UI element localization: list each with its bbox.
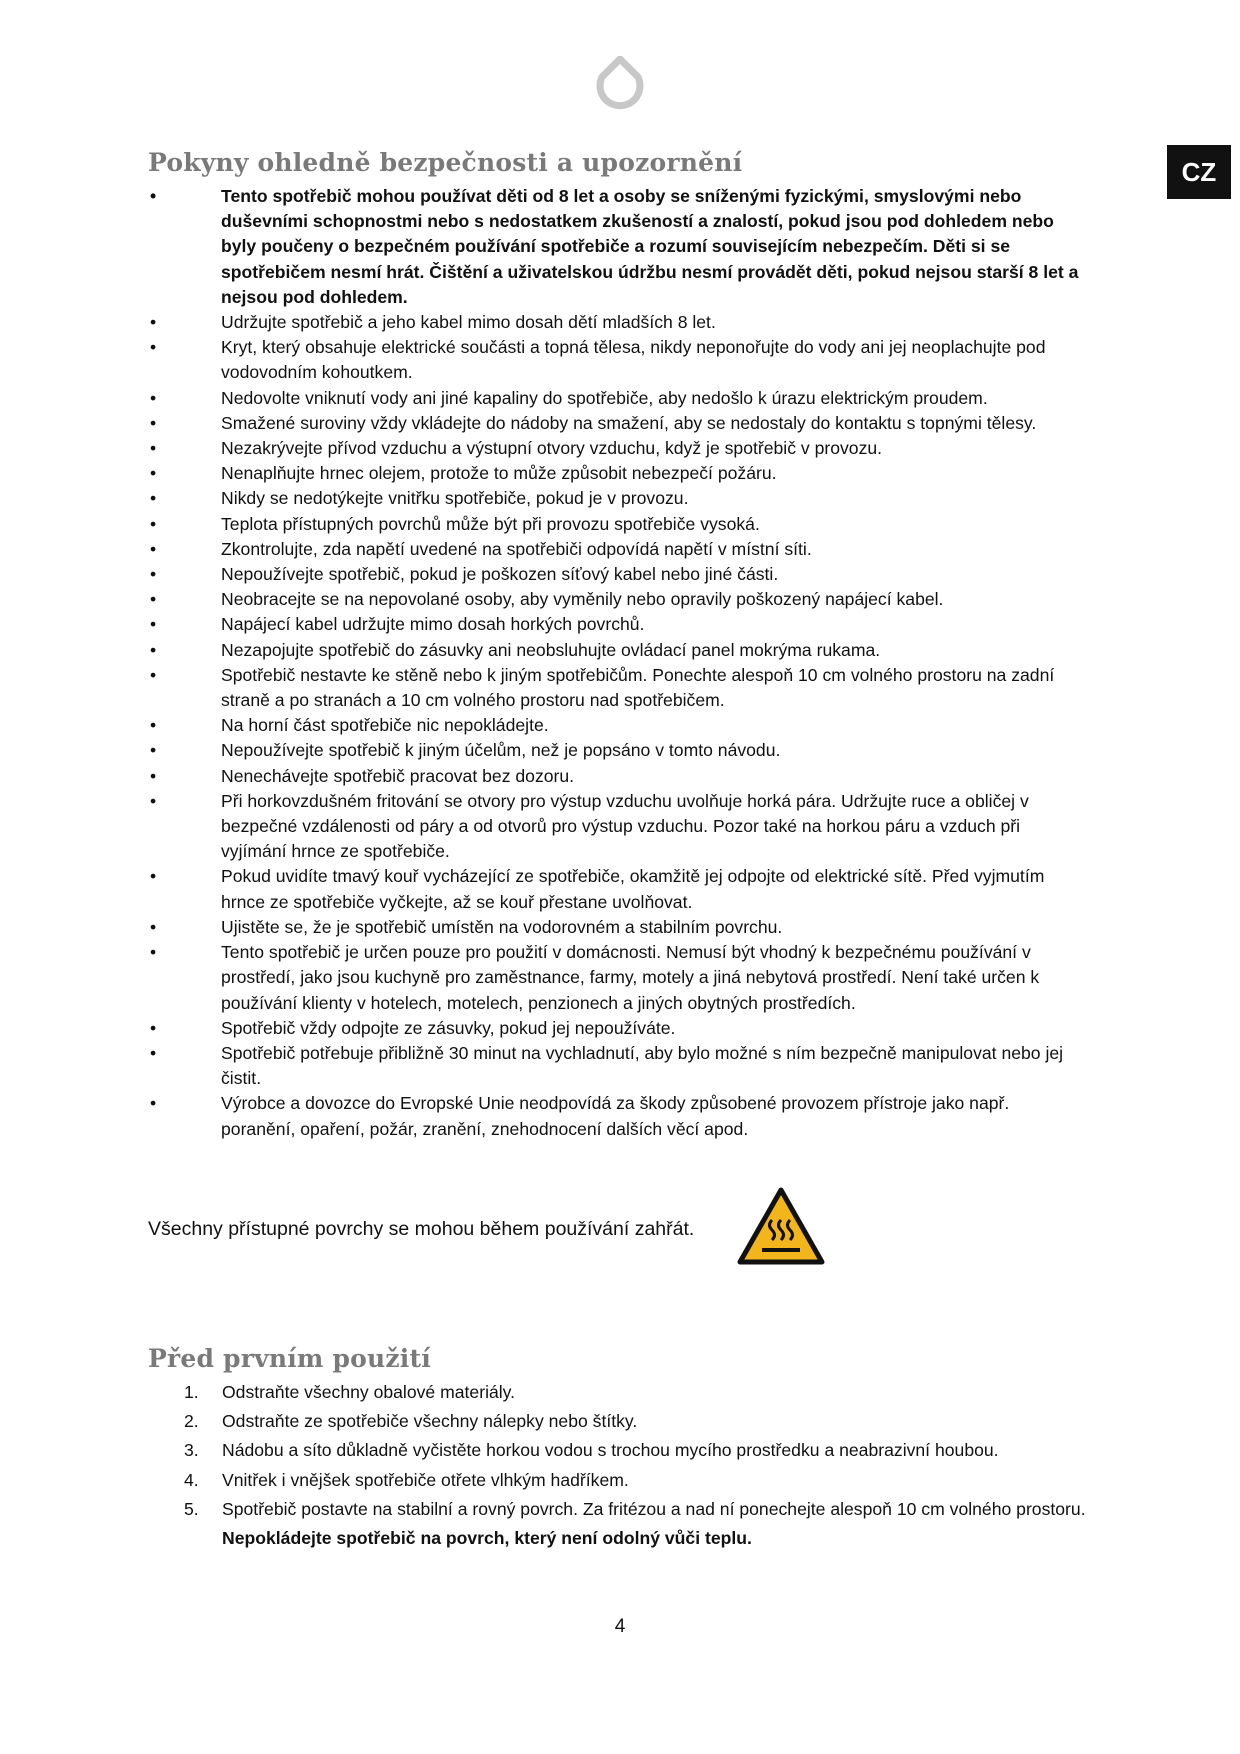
safety-item: • Nezakrývejte přívod vzduchu a výstupní otvory vzduchu, když je spotřebič v provozu. [150, 438, 883, 459]
step-item: 1. Odstraňte všechny obalové materiály. [184, 1382, 516, 1402]
safety-item: • Nikdy se nedotýkejte vnitřku spotřebiče, pokud je v provozu. [150, 488, 689, 509]
first-use-section-title: Před prvním použití [148, 1344, 431, 1373]
safety-item: • Při horkovzdušném fritování se otvory pro výstup vzduchu uvolňuje horká pára. Udržujte ruce a obličej v bezpečné vzdálenosti od páry a od otvorů pro výstup vzduchu. Pozor také na horkou páru a vzduch při vyjímání hrnce ze spotřebiče. [150, 790, 1029, 862]
safety-item: • Ujistěte se, že je spotřebič umístěn na vodorovném a stabilním povrchu. [150, 916, 783, 937]
safety-item: • Nezapojujte spotřebič do zásuvky ani neobsluhujte ovládací panel mokrýma rukama. [150, 639, 881, 660]
hot-surface-text: Všechny přístupné povrchy se mohou během používání zahřát. [148, 1218, 695, 1240]
safety-item: • Spotřebič nestavte ke stěně nebo k jiným spotřebičům. Ponechte alespoň 10 cm volného prostoru na zadní straně a po stranách a 10 cm volného prostoru nad spotřebičem. [150, 664, 1055, 711]
safety-item: • Tento spotřebič je určen pouze pro použití v domácnosti. Nemusí být vhodný k bezpečnému používání v prostředí, jako jsou kuchyně pro zaměstnance, farmy, motely a jiná nebytová prostředí. Není také určen k používání klienty v hotelech, motelech, penzionech a jiných obytných prostředích. [150, 942, 1040, 1013]
safety-item: • Napájecí kabel udržujte mimo dosah horkých povrchů. [150, 614, 645, 635]
safety-item: • Nenechávejte spotřebič pracovat bez dozoru. [150, 765, 575, 786]
first-use-note: Nepokládejte spotřebič na povrch, který není odolný vůči teplu. [222, 1528, 752, 1549]
safety-list [148, 184, 1088, 1142]
safety-item: • Smažené suroviny vždy vkládejte do nádoby na smažení, aby se nedostaly do kontaktu s topnými tělesy. [150, 412, 1037, 433]
language-tab: CZ [1167, 145, 1231, 199]
safety-item: • Tento spotřebič mohou používat děti od 8 let a osoby se sníženými fyzickými, smyslovými nebo duševními schopnostmi nebo s nedostatkem zkušeností a znalostí, pokud jsou pod dohledem nebo byly poučeny o bezpečném používání spotřebiče a rozumí souvisejícím nebezpečím. Děti si se spotřebičem nesmí hrát. Čištění a uživatelskou údržbu nesmí provádět děti, pokud nejsou starší 8 let a nejsou pod dohledem. [150, 186, 1079, 307]
step-item: 4. Vnitřek i vnějšek spotřebiče otřete vlhkým hadříkem. [184, 1469, 629, 1490]
safety-item: • Udržujte spotřebič a jeho kabel mimo dosah dětí mladších 8 let. [150, 312, 716, 333]
safety-item: • Teplota přístupných povrchů může být při provozu spotřebiče vysoká. [150, 513, 760, 534]
safety-item: • Nepoužívejte spotřebič, pokud je poškozen síťový kabel nebo jiné části. [150, 564, 779, 585]
safety-item: • Kryt, který obsahuje elektrické součásti a topná tělesa, nikdy neponořujte do vody ani jej neoplachujte pod vodovodním kohoutkem. [150, 337, 1046, 383]
safety-item: • Spotřebič vždy odpojte ze zásuvky, pokud jej nepoužíváte. [150, 1017, 676, 1038]
safety-item: • Výrobce a dovozce do Evropské Unie neodpovídá za škody způsobené provozem přístroje jako např. poranění, opaření, požár, zranění, znehodnocení dalších věcí apod. [150, 1093, 1010, 1139]
safety-item: • Nenaplňujte hrnec olejem, protože to může způsobit nebezpečí požáru. [150, 463, 777, 484]
safety-item: • Neobracejte se na nepovolané osoby, aby vyměnily nebo opravily poškozený napájecí kabel. [150, 589, 944, 610]
hot-surface-warning-icon [736, 1186, 826, 1266]
safety-item: • Pokud uvidíte tmavý kouř vycházející ze spotřebiče, okamžitě jej odpojte od elektrické sítě. Před vyjmutím hrnce ze spotřebiče vyčkejte, až se kouř přestane uvolňovat. [150, 866, 1045, 912]
safety-item: • Spotřebič potřebuje přibližně 30 minut na vychladnutí, aby bylo možné s ním bezpečně manipulovat nebo jej čistit. [150, 1042, 1064, 1089]
step-item: 3. Nádobu a síto důkladně vyčistěte horkou vodou s trochou mycího prostředku a neabrazivní houbou. [184, 1440, 999, 1461]
safety-item: • Nedovolte vniknutí vody ani jiné kapaliny do spotřebiče, aby nedošlo k úrazu elektrickým proudem. [150, 387, 988, 408]
step-item: 2. Odstraňte ze spotřebiče všechny nálepky nebo štítky. [184, 1411, 638, 1432]
safety-section-title: Pokyny ohledně bezpečnosti a upozornění [148, 148, 743, 177]
safety-item: • Zkontrolujte, zda napětí uvedené na spotřebiči odpovídá napětí v místní síti. [150, 538, 812, 559]
step-item: 5. Spotřebič postavte na stabilní a rovný povrch. Za fritézou a nad ní ponechejte alespoň 10 cm volného prostoru. [184, 1498, 1086, 1519]
page-number: 4 [614, 1616, 626, 1637]
safety-item: • Na horní část spotřebiče nic nepokládejte. [150, 715, 549, 736]
safety-item: • Nepoužívejte spotřebič k jiným účelům, než je popsáno v tomto návodu. [150, 740, 781, 761]
brand-logo-icon [596, 56, 644, 110]
first-use-steps [148, 1378, 1088, 1553]
